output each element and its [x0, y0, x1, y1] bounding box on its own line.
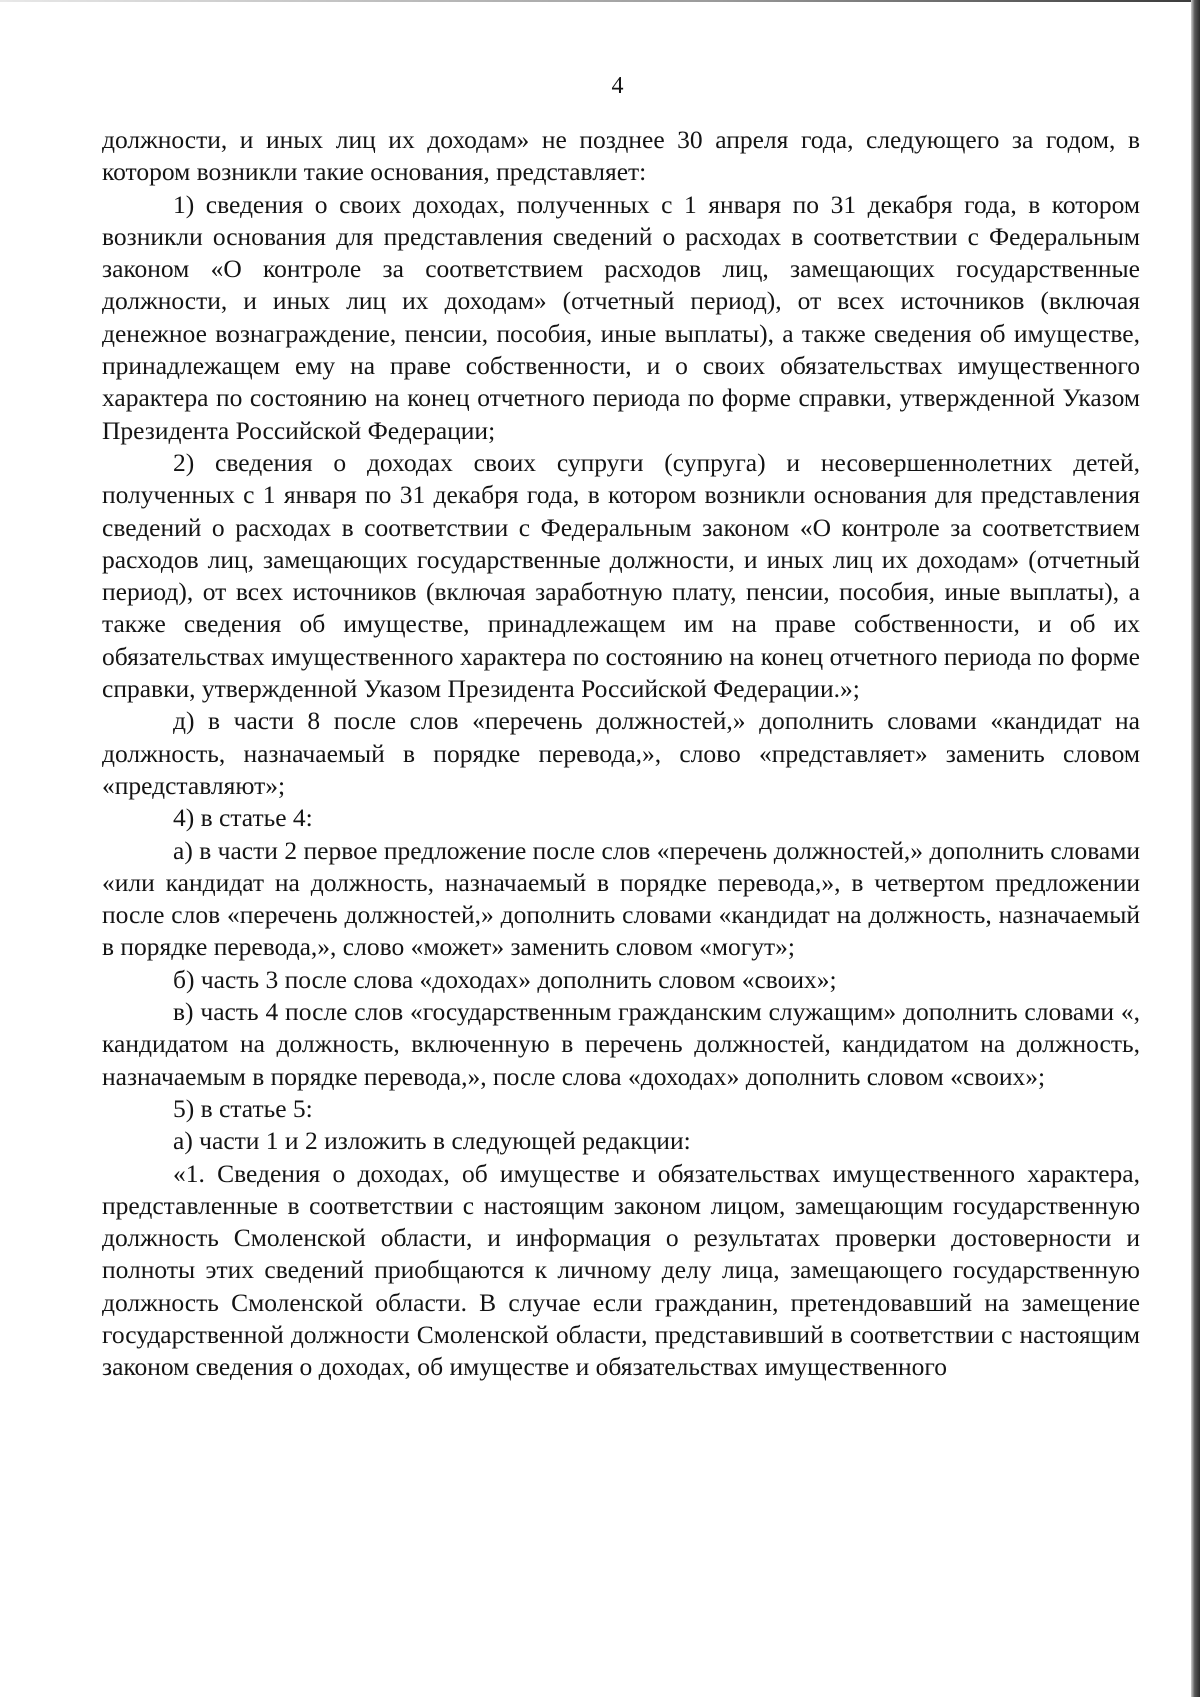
paragraph-8: в) часть 4 после слов «государственным гражданским служащим» дополнить словами «, кандидатом на должность, включенную в перечень должностей, кандидатом на должность, назначаемым в порядке перевода,», после слова «доходах» дополнить словом «своих»; — [102, 997, 1140, 1091]
paragraph-7: б) часть 3 после слова «доходах» дополнить словом «своих»; — [173, 964, 837, 994]
document-body — [102, 124, 1140, 1384]
paragraph-4: д) в части 8 после слов «перечень должностей,» дополнить словами «кандидат на должность, назначаемый в порядке перевода,», слово «представляет» заменить словом «представляют»; — [102, 706, 1140, 800]
paragraph-3: 2) сведения о доходах своих супруги (супруга) и несовершеннолетних детей, полученных с 1 января по 31 декабря года, в котором возникли основания для представления сведений о расходах в соответствии с Федеральным законом «О контроле за соответствием расходов лиц, замещающих государственные должности, и иных лиц их доходам» (отчетный период), от всех источников (включая заработную плату, пенсии, пособия, иные выплаты), а также сведения об имуществе, принадлежащем им на праве собственности, и об их обязательствах имущественного характера по состоянию на конец отчетного периода по форме справки, утвержденной Указом Президента Российской Федерации.»; — [102, 447, 1140, 704]
paragraph-11: «1. Сведения о доходах, об имуществе и обязательствах имущественного характера, представленные в соответствии с настоящим законом лицом, замещающим государственную должность Смоленской области, и информация о результатах проверки достоверности и полноты этих сведений приобщаются к личному делу лица, замещающего государственную должность Смоленской области. В случае если гражданин, претендовавший на замещение государственной должности Смоленской области, представивший в соответствии с настоящим законом сведения о доходах, об имуществе и обязательствах имущественного — [102, 1158, 1140, 1382]
scan-edge-right — [1191, 0, 1200, 1697]
paragraph-9: 5) в статье 5: — [173, 1093, 313, 1123]
paragraph-10: а) части 1 и 2 изложить в следующей редакции: — [173, 1126, 691, 1156]
paragraph-6: а) в части 2 первое предложение после слов «перечень должностей,» дополнить словами «или кандидат на должность, назначаемый в порядке перевода,», в четвертом предложении после слов «перечень должностей,» дополнить словами «кандидат на должность, назначаемый в порядке перевода,», слово «может» заменить словом «могут»; — [102, 835, 1140, 962]
paragraph-1: должности, и иных лиц их доходам» не позднее 30 апреля года, следующего за годом, в котором возникли такие основания, представляет: — [102, 125, 1140, 187]
paragraph-2: 1) сведения о своих доходах, полученных с 1 января по 31 декабря года, в котором возникли основания для представления сведений о расходах в соответствии с Федеральным законом «О контроле за соответствием расходов лиц, замещающих государственные должности, и иных лиц их доходам» (отчетный период), от всех источников (включая денежное вознаграждение, пенсии, пособия, иные выплаты), а также сведения об имуществе, принадлежащем ему на праве собственности, и о своих обязательствах имущественного характера по состоянию на конец отчетного периода по форме справки, утвержденной Указом Президента Российской Федерации; — [102, 189, 1140, 445]
paragraph-5: 4) в статье 4: — [173, 803, 313, 833]
page-number: 4 — [611, 73, 624, 99]
scan-edge-top — [0, 0, 1200, 2]
